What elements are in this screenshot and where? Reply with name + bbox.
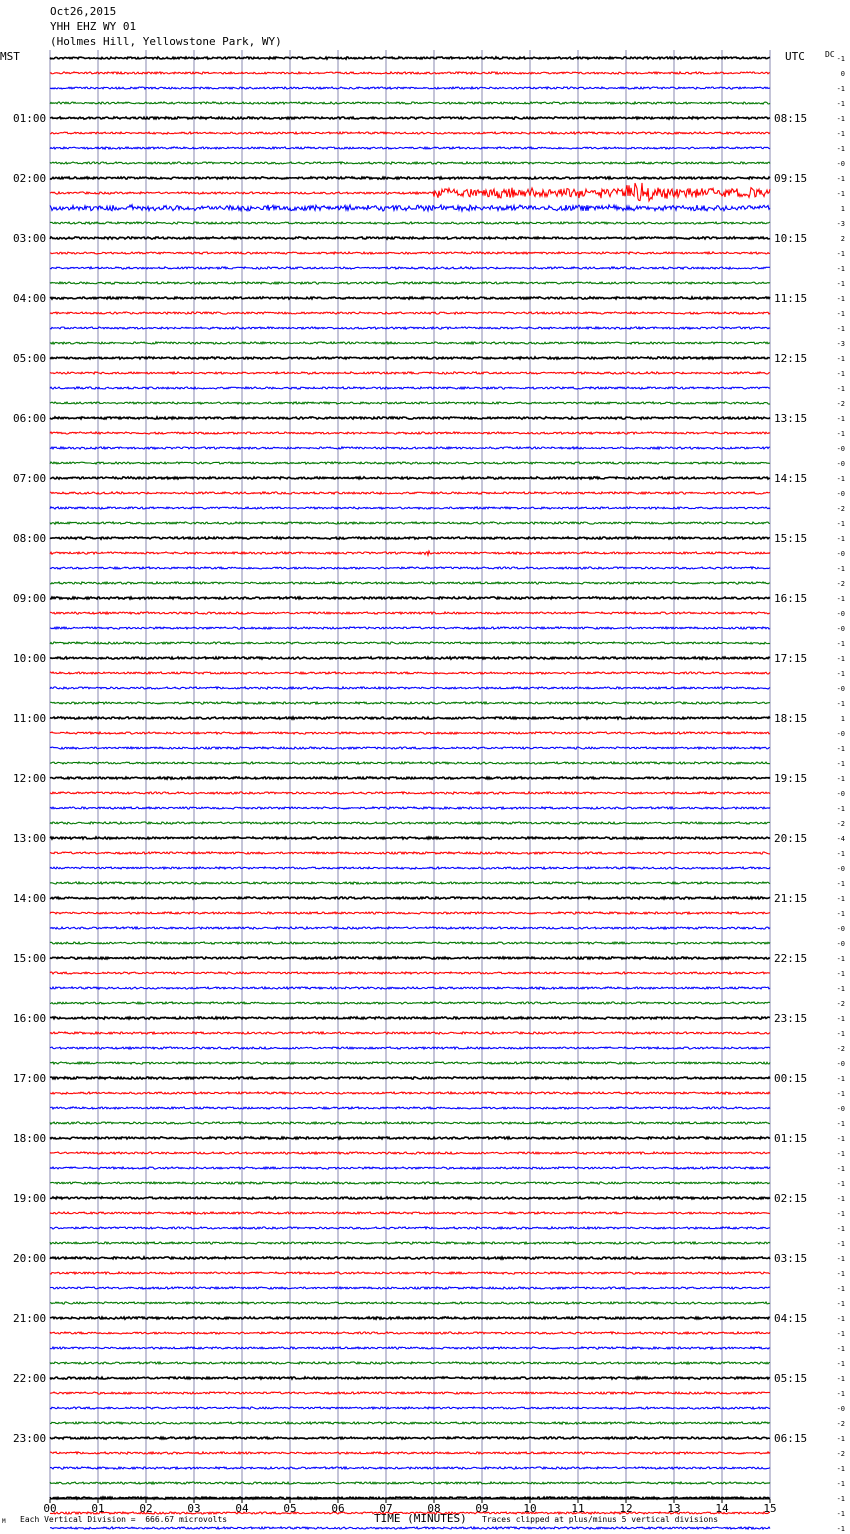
mst-hour-label: 14:00 [13,892,47,905]
utc-hour-label: 11:15 [774,292,808,305]
dc-offset-value: 2 [840,235,845,243]
dc-offset-value: -0 [836,1060,845,1068]
mst-hour-label: 10:00 [13,652,47,665]
utc-timezone-label: UTC [785,50,805,63]
mst-hour-label: 15:00 [13,952,47,965]
mst-hour-label: 09:00 [13,592,47,605]
dc-offset-value: -1 [836,85,845,93]
mst-hour-label: 07:00 [13,472,47,485]
trace-73 [50,1152,770,1154]
trace-87 [50,1362,770,1364]
utc-hour-label: 13:15 [774,412,808,425]
trace-31 [50,522,770,524]
trace-32 [50,537,770,539]
utc-hour-label: 01:15 [774,1132,808,1145]
utc-hour-label: 08:15 [774,112,808,125]
mst-hour-label: 01:00 [13,112,47,125]
dc-offset-value: -1 [836,655,845,663]
dc-offset-value: -1 [836,520,845,528]
trace-33 [50,551,770,555]
trace-9 [50,183,770,201]
dc-offset-value: -1 [836,1135,845,1143]
clip-note: Traces clipped at plus/minus 5 vertical divisions [482,1515,719,1524]
dc-offset-value: -1 [836,1075,845,1083]
dc-offset-value: -1 [836,955,845,963]
time-tick-label: 02 [139,1502,153,1515]
trace-98 [50,1527,770,1529]
trace-51 [50,822,770,824]
trace-66 [50,1047,770,1049]
station-location: (Holmes Hill, Yellowstone Park, WY) [50,35,282,48]
dc-offset-value: -1 [836,100,845,108]
trace-36 [50,597,770,599]
utc-hour-label: 18:15 [774,712,808,725]
trace-15 [50,282,770,284]
dc-offset-value: -0 [836,940,845,948]
dc-offset-value: -1 [836,910,845,918]
dc-offset-value: -0 [836,460,845,468]
dc-offset-value: -2 [836,580,845,588]
dc-offset-value: -4 [836,835,845,843]
trace-37 [50,612,770,614]
dc-offset-value: -1 [836,1255,845,1263]
trace-45 [50,732,770,734]
trace-4 [50,117,770,119]
time-tick-label: 07 [379,1502,393,1515]
trace-56 [50,897,770,899]
dc-offset-value: -1 [836,1030,845,1038]
dc-offset-value: -1 [836,55,845,63]
mst-hour-label: 19:00 [13,1192,47,1205]
dc-offset-value: -1 [836,1525,845,1533]
trace-23 [50,402,770,404]
utc-hour-labels [774,112,807,1445]
time-tick-label: 12 [619,1502,633,1515]
trace-22 [50,387,770,389]
dc-offset-value: -2 [836,505,845,513]
vertical-division-note: Each Vertical Division = 666.67 microvolts [20,1515,228,1524]
dc-offset-value: -1 [836,1180,845,1188]
trace-67 [50,1062,770,1064]
dc-offset-value: -1 [836,535,845,543]
dc-offset-value: -1 [836,1240,845,1248]
dc-offset-value: -1 [836,700,845,708]
dc-offset-value: -2 [836,1000,845,1008]
time-tick-label: 08 [427,1502,441,1515]
dc-offset-value: -1 [836,1210,845,1218]
trace-94 [50,1467,770,1469]
dc-offset-value: -1 [836,1090,845,1098]
dc-offset-labels [837,55,845,1534]
utc-hour-label: 06:15 [774,1432,808,1445]
trace-10 [50,205,770,211]
time-tick-label: 13 [667,1502,681,1515]
dc-offset-value: -1 [836,775,845,783]
trace-72 [50,1137,770,1139]
corner-mark: M [2,1518,6,1525]
dc-offset-value: -1 [836,1345,845,1353]
time-tick-label: 14 [715,1502,729,1515]
trace-95 [50,1482,770,1484]
trace-77 [50,1212,770,1214]
trace-24 [50,417,770,419]
dc-offset-value: -1 [836,985,845,993]
mst-hour-label: 04:00 [13,292,47,305]
dc-offset-value: -0 [836,730,845,738]
dc-offset-value: -0 [836,685,845,693]
utc-hour-label: 15:15 [774,532,808,545]
dc-offset-value: -1 [836,1480,845,1488]
trace-70 [50,1107,770,1109]
dc-offset-value: -1 [836,1195,845,1203]
dc-offset-value: -0 [836,925,845,933]
mst-timezone-label: MST [0,50,20,63]
time-tick-label: 06 [331,1502,345,1515]
dc-offset-value: -2 [836,400,845,408]
dc-offset-value: -2 [836,1420,845,1428]
dc-offset-value: -1 [836,1150,845,1158]
trace-43 [50,702,770,704]
dc-offset-value: -0 [836,865,845,873]
time-tick-label: 03 [187,1502,201,1515]
dc-offset-value: -1 [836,130,845,138]
dc-offset-value: -1 [836,310,845,318]
dc-offset-value: -2 [836,820,845,828]
dc-offset-value: -1 [836,1120,845,1128]
trace-89 [50,1392,770,1394]
trace-13 [50,252,770,254]
trace-75 [50,1182,770,1184]
mst-hour-label: 22:00 [13,1372,47,1385]
dc-offset-value: -1 [836,880,845,888]
trace-64 [50,1017,770,1019]
trace-76 [50,1197,770,1199]
time-tick-label: 09 [475,1502,489,1515]
trace-41 [50,672,770,674]
trace-29 [50,492,770,494]
utc-hour-label: 12:15 [774,352,808,365]
trace-18 [50,327,770,329]
utc-hour-label: 03:15 [774,1252,808,1265]
utc-hour-label: 23:15 [774,1012,808,1025]
mst-hour-label: 18:00 [13,1132,47,1145]
mst-hour-label: 05:00 [13,352,47,365]
dc-offset-value: -1 [836,1270,845,1278]
trace-11 [50,222,770,224]
dc-offset-value: 0 [840,70,845,78]
trace-39 [50,642,770,644]
utc-hour-label: 02:15 [774,1192,808,1205]
trace-91 [50,1422,770,1424]
dc-offset-value: -2 [836,1045,845,1053]
trace-69 [50,1092,770,1094]
trace-38 [50,627,770,629]
trace-74 [50,1167,770,1169]
dc-offset-value: -1 [836,295,845,303]
trace-44 [50,717,770,719]
mst-hour-label: 02:00 [13,172,47,185]
trace-90 [50,1407,770,1409]
dc-offset-value: -1 [836,970,845,978]
dc-offset-value: -0 [836,625,845,633]
dc-offset-value: -1 [836,265,845,273]
mst-hour-label: 03:00 [13,232,47,245]
time-axis-title: TIME (MINUTES) [374,1512,467,1525]
trace-55 [50,882,770,884]
time-tick-label: 11 [571,1502,585,1515]
mst-hour-label: 20:00 [13,1252,47,1265]
dc-offset-value: 1 [840,715,845,723]
dc-offset-value: -1 [836,1285,845,1293]
trace-58 [50,927,770,929]
dc-offset-value: -1 [836,1015,845,1023]
dc-offset-value: -1 [836,1435,845,1443]
dc-offset-value: -1 [836,430,845,438]
mst-hour-label: 21:00 [13,1312,47,1325]
trace-85 [50,1332,770,1334]
dc-offset-value: -1 [836,760,845,768]
mst-hour-labels [13,112,46,1445]
time-tick-label: 00 [43,1502,57,1515]
dc-offset-value: -1 [836,1360,845,1368]
trace-61 [50,972,770,974]
trace-12 [50,237,770,239]
trace-8 [50,177,770,179]
dc-offset-value: -1 [836,115,845,123]
utc-hour-label: 04:15 [774,1312,808,1325]
mst-hour-label: 23:00 [13,1432,47,1445]
trace-3 [50,102,770,104]
dc-offset-value: -1 [836,1330,845,1338]
mst-hour-label: 08:00 [13,532,47,545]
dc-offset-value: -1 [836,250,845,258]
trace-50 [50,807,770,809]
dc-offset-value: -0 [836,445,845,453]
trace-20 [50,357,770,359]
utc-hour-label: 05:15 [774,1372,808,1385]
trace-6 [50,147,770,149]
trace-30 [50,507,770,509]
trace-16 [50,297,770,299]
trace-62 [50,987,770,989]
mst-hour-label: 11:00 [13,712,47,725]
time-tick-label: 15 [763,1502,777,1515]
seismic-traces [50,57,770,1534]
trace-53 [50,852,770,854]
dc-offset-value: -0 [836,490,845,498]
dc-offset-value: -1 [836,1510,845,1518]
time-tick-label: 05 [283,1502,297,1515]
dc-offset-value: -1 [836,850,845,858]
trace-68 [50,1077,770,1079]
trace-88 [50,1377,770,1379]
dc-offset-value: -1 [836,805,845,813]
trace-1 [50,72,770,74]
dc-offset-value: -0 [836,790,845,798]
utc-hour-label: 22:15 [774,952,808,965]
dc-offset-value: -1 [836,640,845,648]
dc-offset-value: -1 [836,1225,845,1233]
utc-hour-label: 00:15 [774,1072,808,1085]
trace-49 [50,792,770,794]
trace-5 [50,132,770,134]
trace-93 [50,1452,770,1454]
dc-offset-value: -1 [836,670,845,678]
dc-offset-value: -1 [836,1315,845,1323]
time-tick-label: 10 [523,1502,537,1515]
dc-offset-value: -1 [836,1495,845,1503]
trace-84 [50,1317,770,1319]
trace-19 [50,342,770,344]
dc-offset-value: -0 [836,1405,845,1413]
dc-offset-value: -1 [836,370,845,378]
dc-offset-value: -3 [836,220,845,228]
trace-54 [50,867,770,869]
trace-34 [50,567,770,569]
dc-offset-value: -1 [836,415,845,423]
dc-offset-value: -1 [836,355,845,363]
trace-42 [50,687,770,689]
station-code: YHH EHZ WY 01 [50,20,137,33]
trace-7 [50,162,770,164]
record-date: Oct26,2015 [50,5,117,18]
trace-65 [50,1032,770,1034]
dc-offset-value: -1 [836,1375,845,1383]
trace-60 [50,957,770,959]
dc-offset-value: -1 [836,385,845,393]
trace-82 [50,1287,770,1289]
trace-81 [50,1272,770,1274]
trace-28 [50,477,770,479]
dc-offset-value: -0 [836,1105,845,1113]
utc-hour-label: 20:15 [774,832,808,845]
dc-offset-value: -1 [836,565,845,573]
dc-offset-value: -1 [836,325,845,333]
time-tick-label: 01 [91,1502,105,1515]
trace-59 [50,942,770,944]
dc-offset-value: -1 [836,1300,845,1308]
utc-hour-label: 16:15 [774,592,808,605]
trace-0 [50,57,770,59]
trace-35 [50,582,770,584]
dc-offset-value: -1 [836,1465,845,1473]
trace-46 [50,747,770,749]
trace-83 [50,1302,770,1304]
trace-79 [50,1242,770,1244]
trace-26 [50,447,770,449]
trace-14 [50,267,770,269]
trace-27 [50,462,770,464]
dc-offset-value: -1 [836,190,845,198]
trace-78 [50,1227,770,1229]
trace-57 [50,912,770,914]
mst-hour-label: 17:00 [13,1072,47,1085]
trace-52 [50,837,770,839]
dc-offset-value: -1 [836,475,845,483]
utc-hour-label: 09:15 [774,172,808,185]
mst-hour-label: 06:00 [13,412,47,425]
dc-offset-value: -3 [836,340,845,348]
mst-hour-label: 13:00 [13,832,47,845]
trace-40 [50,657,770,659]
dc-offset-value: -1 [836,175,845,183]
dc-offset-value: -1 [836,595,845,603]
mst-hour-label: 12:00 [13,772,47,785]
dc-offset-value: -1 [836,895,845,903]
dc-offset-value: -0 [836,610,845,618]
time-tick-label: 04 [235,1502,249,1515]
dc-offset-value: -1 [836,1390,845,1398]
trace-63 [50,1002,770,1004]
dc-offset-value: -0 [836,160,845,168]
trace-80 [50,1257,770,1259]
utc-hour-label: 21:15 [774,892,808,905]
utc-hour-label: 17:15 [774,652,808,665]
dc-offset-value: -1 [836,145,845,153]
trace-25 [50,432,770,434]
trace-71 [50,1122,770,1124]
utc-hour-label: 19:15 [774,772,808,785]
trace-2 [50,87,770,89]
trace-47 [50,762,770,764]
dc-offset-value: -1 [836,745,845,753]
dc-offset-value: -2 [836,1450,845,1458]
trace-21 [50,372,770,374]
trace-17 [50,312,770,314]
utc-hour-label: 14:15 [774,472,808,485]
mst-hour-label: 16:00 [13,1012,47,1025]
trace-86 [50,1347,770,1349]
dc-offset-value: -1 [836,280,845,288]
trace-92 [50,1437,770,1439]
dc-offset-value: -1 [836,1165,845,1173]
trace-48 [50,777,770,779]
dc-column-label: DC [825,50,835,59]
dc-offset-value: -0 [836,550,845,558]
dc-offset-value: 1 [840,205,845,213]
utc-hour-label: 10:15 [774,232,808,245]
